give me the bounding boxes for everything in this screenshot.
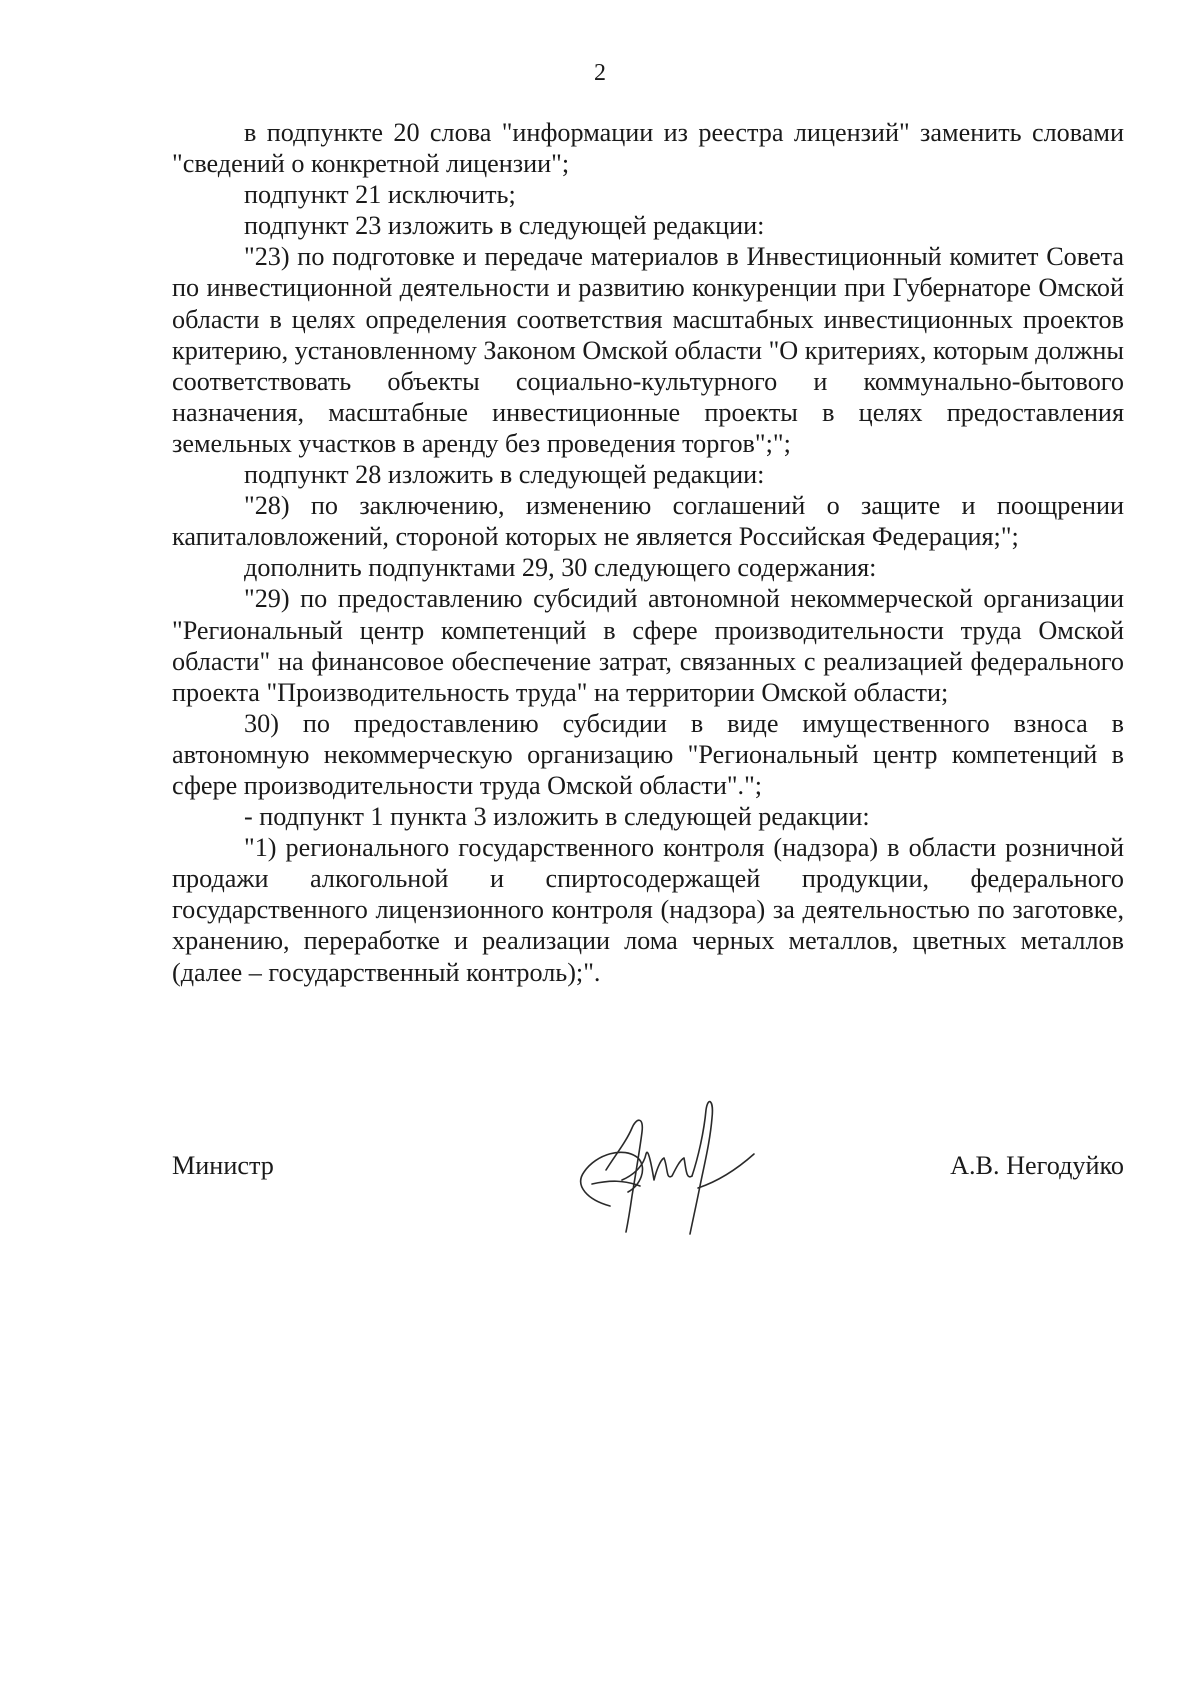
paragraph-item-3-text: "1) регионального государственного контроля (надзора) в области розничной продажи алкогольной и спиртосодержащей продукции, федерального государственного лицензионного контроля (надзора) за деятельностью по заготовке, хранению, переработке и реализации лома черных металлов, цветных металлов (далее – государственный контроль);". (172, 833, 1124, 987)
paragraph-subitem-21: подпункт 21 исключить; (244, 180, 516, 210)
signatory-name: А.В. Негодуйко (950, 1151, 1124, 1180)
paragraph-subitem-30-text: 30) по предоставлению субсидии в виде имущественного взноса в автономную некоммерческую организацию "Региональный центр компетенций в сфере производительности труда Омской области"."; (172, 708, 1124, 800)
paragraph-subitem-23-intro: подпункт 23 изложить в следующей редакции: (244, 211, 765, 241)
paragraph-subitem-23-text: "23) по подготовке и передаче материалов в Инвестиционный комитет Совета по инвестиционной деятельности и развитию конкуренции при Губернаторе Омской области в целях определения соответствия масштабных инвестиционных проектов критерию, установленному Законом Омской области "О критериях, которым должны соответствовать объекты социально-культурного и коммунально-бытового назначения, масштабные инвестиционные проекты в целях предоставления земельных участков в аренду без проведения торгов";"; (172, 242, 1124, 458)
paragraph-subitem-20: в подпункте 20 слова "информации из реестра лицензий" заменить словами "сведений о конкретной лицензии"; (172, 118, 1124, 179)
paragraph-subitem-29-text: "29) по предоставлению субсидий автономной некоммерческой организации "Региональный центр компетенций в сфере производительности труда Омской области" на финансовое обеспечение затрат, связанных с реализацией федерального проекта "Производительность труда" на территории Омской области; (172, 584, 1124, 707)
page-number: 2 (594, 60, 606, 86)
signature-block (172, 1150, 1124, 1270)
paragraph-add-subitems: дополнить подпунктами 29, 30 следующего содержания: (244, 553, 877, 583)
paragraph-subitem-28-text: "28) по заключению, изменению соглашений о защите и поощрении капиталовложений, стороной которых не является Российская Федерация;"; (172, 491, 1124, 552)
signatory-title: Министр (172, 1151, 274, 1180)
document-body (172, 117, 1124, 988)
handwritten-signature (540, 1088, 760, 1238)
paragraph-item-3-intro: - подпункт 1 пункта 3 изложить в следующей редакции: (244, 802, 870, 832)
paragraph-subitem-28-intro: подпункт 28 изложить в следующей редакции: (244, 460, 765, 490)
